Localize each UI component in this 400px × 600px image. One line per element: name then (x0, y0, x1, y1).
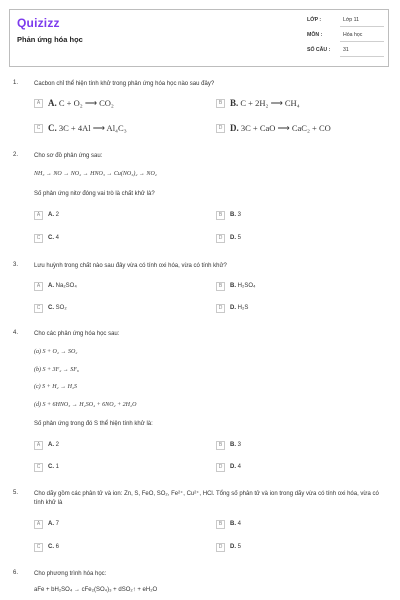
option-b[interactable] (216, 519, 241, 529)
option-a[interactable] (34, 440, 59, 450)
option-letter: B. (230, 521, 236, 527)
option-text: H₂SO₄ (237, 283, 256, 289)
option-box: D (216, 463, 225, 472)
meta-label-class: LỚP : (307, 17, 322, 23)
option-letter: D. (230, 544, 236, 550)
option-letter: A. (48, 521, 54, 527)
option-d[interactable] (216, 123, 331, 133)
option-text: 4 (237, 521, 242, 527)
option-box: A (34, 282, 43, 291)
option-box: D (216, 234, 225, 243)
option-c[interactable] (34, 542, 59, 552)
question-text: Cho phương trình hóa học: (34, 571, 107, 577)
option-text: 3C + CaO ⟶ CaC₂ + CO (240, 122, 331, 133)
option-b[interactable] (216, 98, 300, 108)
option-box: A (34, 211, 43, 220)
option-text: 3 (237, 442, 242, 448)
option-text: Na₂SO₄ (55, 283, 77, 289)
option-d[interactable] (216, 233, 241, 243)
option-box: B (216, 520, 225, 529)
option-text: 6 (55, 544, 60, 550)
question-prompt: Số phản ứng trong đó S thể hiện tính khử là: (34, 421, 153, 427)
option-letter: D. (230, 305, 236, 311)
question-number: 3. (13, 262, 19, 268)
option-letter: A. (48, 212, 54, 218)
option-box: A (34, 441, 43, 450)
option-letter: B. (230, 212, 236, 218)
option-letter: A. (48, 97, 57, 108)
option-box: A (34, 99, 43, 108)
option-letter: A. (48, 442, 54, 448)
option-c[interactable] (34, 123, 127, 133)
option-text: H₂S (237, 305, 249, 311)
option-box: D (216, 124, 225, 133)
option-text: C + O₂ ⟶ CO₂ (58, 97, 114, 108)
option-d[interactable] (216, 462, 241, 472)
reaction-line: (d) S + 6HNO₃ → H₂SO₄ + 6NO₂ + 2H₂O (34, 402, 137, 408)
option-text: 2 (55, 212, 60, 218)
quizizz-logo: Quizizz (17, 16, 60, 30)
option-letter: C. (48, 464, 54, 470)
option-box: C (34, 463, 43, 472)
option-text: 7 (55, 521, 60, 527)
option-box: C (34, 543, 43, 552)
option-text: 4 (55, 235, 60, 241)
option-box: D (216, 304, 225, 313)
option-text: 5 (237, 544, 242, 550)
question-number: 5. (13, 490, 19, 496)
option-letter: B. (230, 442, 236, 448)
option-letter: B. (230, 97, 239, 108)
page-title: Phản ứng hóa học (17, 35, 83, 44)
meta-divider (340, 56, 384, 57)
option-box: C (34, 304, 43, 313)
option-text: 3C + 4Al ⟶ Al₄C₃ (58, 122, 127, 133)
option-letter: A. (48, 283, 54, 289)
option-letter: D. (230, 122, 239, 133)
reaction-line: (b) S + 3F₂ → SF₆ (34, 367, 80, 373)
option-text: 4 (237, 464, 242, 470)
reaction-line: (a) S + O₂ → SO₂ (34, 349, 78, 355)
question-number: 2. (13, 152, 19, 158)
option-box: B (216, 282, 225, 291)
question-prompt: Số phản ứng nitơ đóng vai trò là chất khử là? (34, 191, 155, 197)
question-number: 1. (13, 80, 19, 86)
option-d[interactable] (216, 542, 241, 552)
option-letter: C. (48, 305, 54, 311)
option-box: D (216, 543, 225, 552)
option-letter: B. (230, 283, 236, 289)
option-box: B (216, 211, 225, 220)
option-b[interactable] (216, 440, 241, 450)
question-text: Cho sơ đồ phản ứng sau: (34, 153, 103, 159)
option-c[interactable] (34, 303, 67, 313)
option-a[interactable] (34, 281, 77, 291)
option-box: C (34, 124, 43, 133)
option-a[interactable] (34, 519, 59, 529)
option-c[interactable] (34, 462, 59, 472)
option-text: 1 (55, 464, 60, 470)
meta-divider (340, 26, 384, 27)
option-box: B (216, 99, 225, 108)
meta-divider (340, 41, 384, 42)
option-a[interactable] (34, 210, 59, 220)
option-text: C + 2H₂ ⟶ CH₄ (240, 97, 300, 108)
option-letter: D. (230, 464, 236, 470)
option-a[interactable] (34, 98, 114, 108)
option-box: A (34, 520, 43, 529)
option-b[interactable] (216, 210, 241, 220)
option-letter: C. (48, 122, 57, 133)
option-text: 2 (55, 442, 60, 448)
option-letter: C. (48, 544, 54, 550)
option-letter: D. (230, 235, 236, 241)
option-letter: C. (48, 235, 54, 241)
question-number: 6. (13, 570, 19, 576)
option-c[interactable] (34, 233, 59, 243)
meta-value-subject: Hóa học (343, 32, 363, 38)
reaction-line: (c) S + H₂ → H₂S (34, 384, 78, 390)
option-text: SO₂ (55, 305, 67, 311)
option-text: 5 (237, 235, 242, 241)
option-b[interactable] (216, 281, 255, 291)
question-text: Cho các phản ứng hóa học sau: (34, 331, 120, 337)
question-text: Cacbon chỉ thể hiện tính khử trong phản ứng hóa học nào sau đây? (34, 81, 215, 87)
question-number: 4. (13, 330, 19, 336)
question-text: Lưu huỳnh trong chất nào sau đây vừa có tính oxi hóa, vừa có tính khử? (34, 263, 227, 269)
meta-value-count: 31 (343, 47, 349, 53)
meta-label-count: SỐ CÂU : (307, 47, 331, 53)
worksheet-header (9, 9, 389, 67)
reaction-scheme: NH₃ → NO → NO₂ → HNO₃ → Cu(NO₃)₂ → NO₂ (34, 171, 157, 177)
option-d[interactable] (216, 303, 248, 313)
meta-label-subject: MÔN : (307, 32, 323, 38)
option-text: 3 (237, 212, 242, 218)
chemical-equation: aFe + bH₂SO₄ → cFe₂(SO₄)₃ + dSO₂↑ + eH₂O (34, 587, 158, 593)
meta-value-class: Lớp 11 (343, 17, 359, 23)
question-text: Cho dãy gồm các phân tử và ion: Zn, S, FeO, SO₂, Fe²⁺, Cu²⁺, HCl. Tổng số phân tử và ion trong dãy vừa có tính oxi hóa, vừa có tính khử là (34, 491, 379, 506)
option-box: C (34, 234, 43, 243)
option-box: B (216, 441, 225, 450)
